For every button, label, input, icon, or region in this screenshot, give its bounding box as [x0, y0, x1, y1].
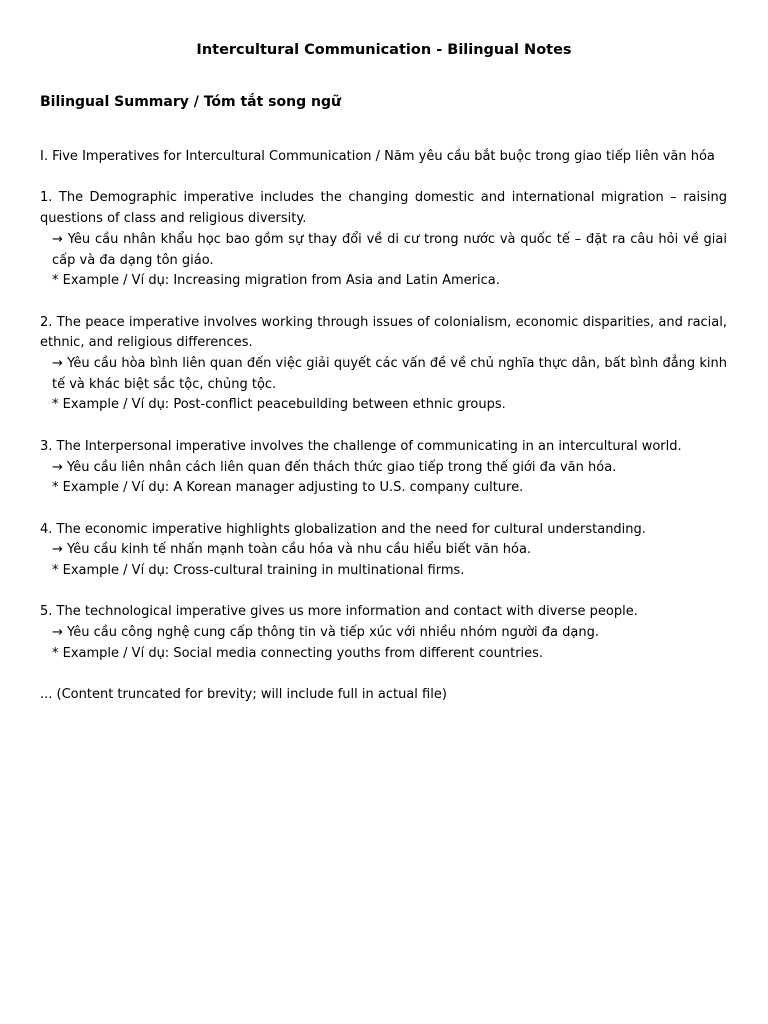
- imperative-vietnamese: → Yêu cầu kinh tế nhấn mạnh toàn cầu hóa và nhu cầu hiểu biết văn hóa.: [52, 542, 532, 558]
- imperative-example: * Example / Ví dụ: Increasing migration from Asia and Latin America.: [52, 273, 500, 289]
- imperative-vietnamese: → Yêu cầu công nghệ cung cấp thông tin và tiếp xúc với nhiều nhóm người đa dạng.: [52, 625, 599, 641]
- imperative-english: 4. The economic imperative highlights globalization and the need for cultural understanding.: [40, 521, 646, 537]
- imperative-english: 2. The peace imperative involves working through issues of colonialism, economic disparities, and racial, ethnic, and religious differences.: [40, 314, 727, 351]
- imperative-item: [40, 313, 727, 417]
- truncation-note: ... (Content truncated for brevity; will include full in actual file): [40, 687, 447, 703]
- imperative-item: [40, 602, 727, 664]
- imperative-item: [40, 520, 727, 582]
- imperative-example: * Example / Ví dụ: Cross-cultural training in multinational firms.: [52, 563, 465, 578]
- imperative-item: [40, 437, 727, 499]
- imperative-item: [40, 188, 727, 292]
- imperative-english: 5. The technological imperative gives us more information and contact with diverse people.: [40, 604, 638, 620]
- imperative-example: * Example / Ví dụ: Post-conflict peacebuilding between ethnic groups.: [52, 397, 506, 413]
- summary-heading: Bilingual Summary / Tóm tắt song ngữ: [40, 94, 341, 110]
- imperative-english: 1. The Demographic imperative includes the changing domestic and international migration – raising questions of class and religious diversity.: [40, 190, 727, 227]
- document-title: Intercultural Communication - Bilingual Notes: [196, 42, 572, 58]
- document-body: [40, 147, 727, 706]
- imperative-vietnamese: → Yêu cầu liên nhân cách liên quan đến thách thức giao tiếp trong thế giới đa văn hóa.: [52, 459, 617, 475]
- imperative-vietnamese: → Yêu cầu hòa bình liên quan đến việc giải quyết các vấn đề về chủ nghĩa thực dân, bất bình đẳng kinh tế và khác biệt sắc tộc, chủng tộc.: [52, 356, 727, 392]
- imperative-vietnamese: → Yêu cầu nhân khẩu học bao gồm sự thay đổi về di cư trong nước và quốc tế – đặt ra câu hỏi về giai cấp và đa dạng tôn giáo.: [52, 231, 727, 268]
- imperative-example: * Example / Ví dụ: Social media connecting youths from different countries.: [52, 645, 544, 661]
- section-heading: I. Five Imperatives for Intercultural Communication / Năm yêu cầu bắt buộc trong giao tiếp liên văn hóa: [40, 149, 715, 164]
- imperative-example: * Example / Ví dụ: A Korean manager adjusting to U.S. company culture.: [52, 480, 524, 496]
- imperative-english: 3. The Interpersonal imperative involves the challenge of communicating in an intercultural world.: [40, 438, 682, 454]
